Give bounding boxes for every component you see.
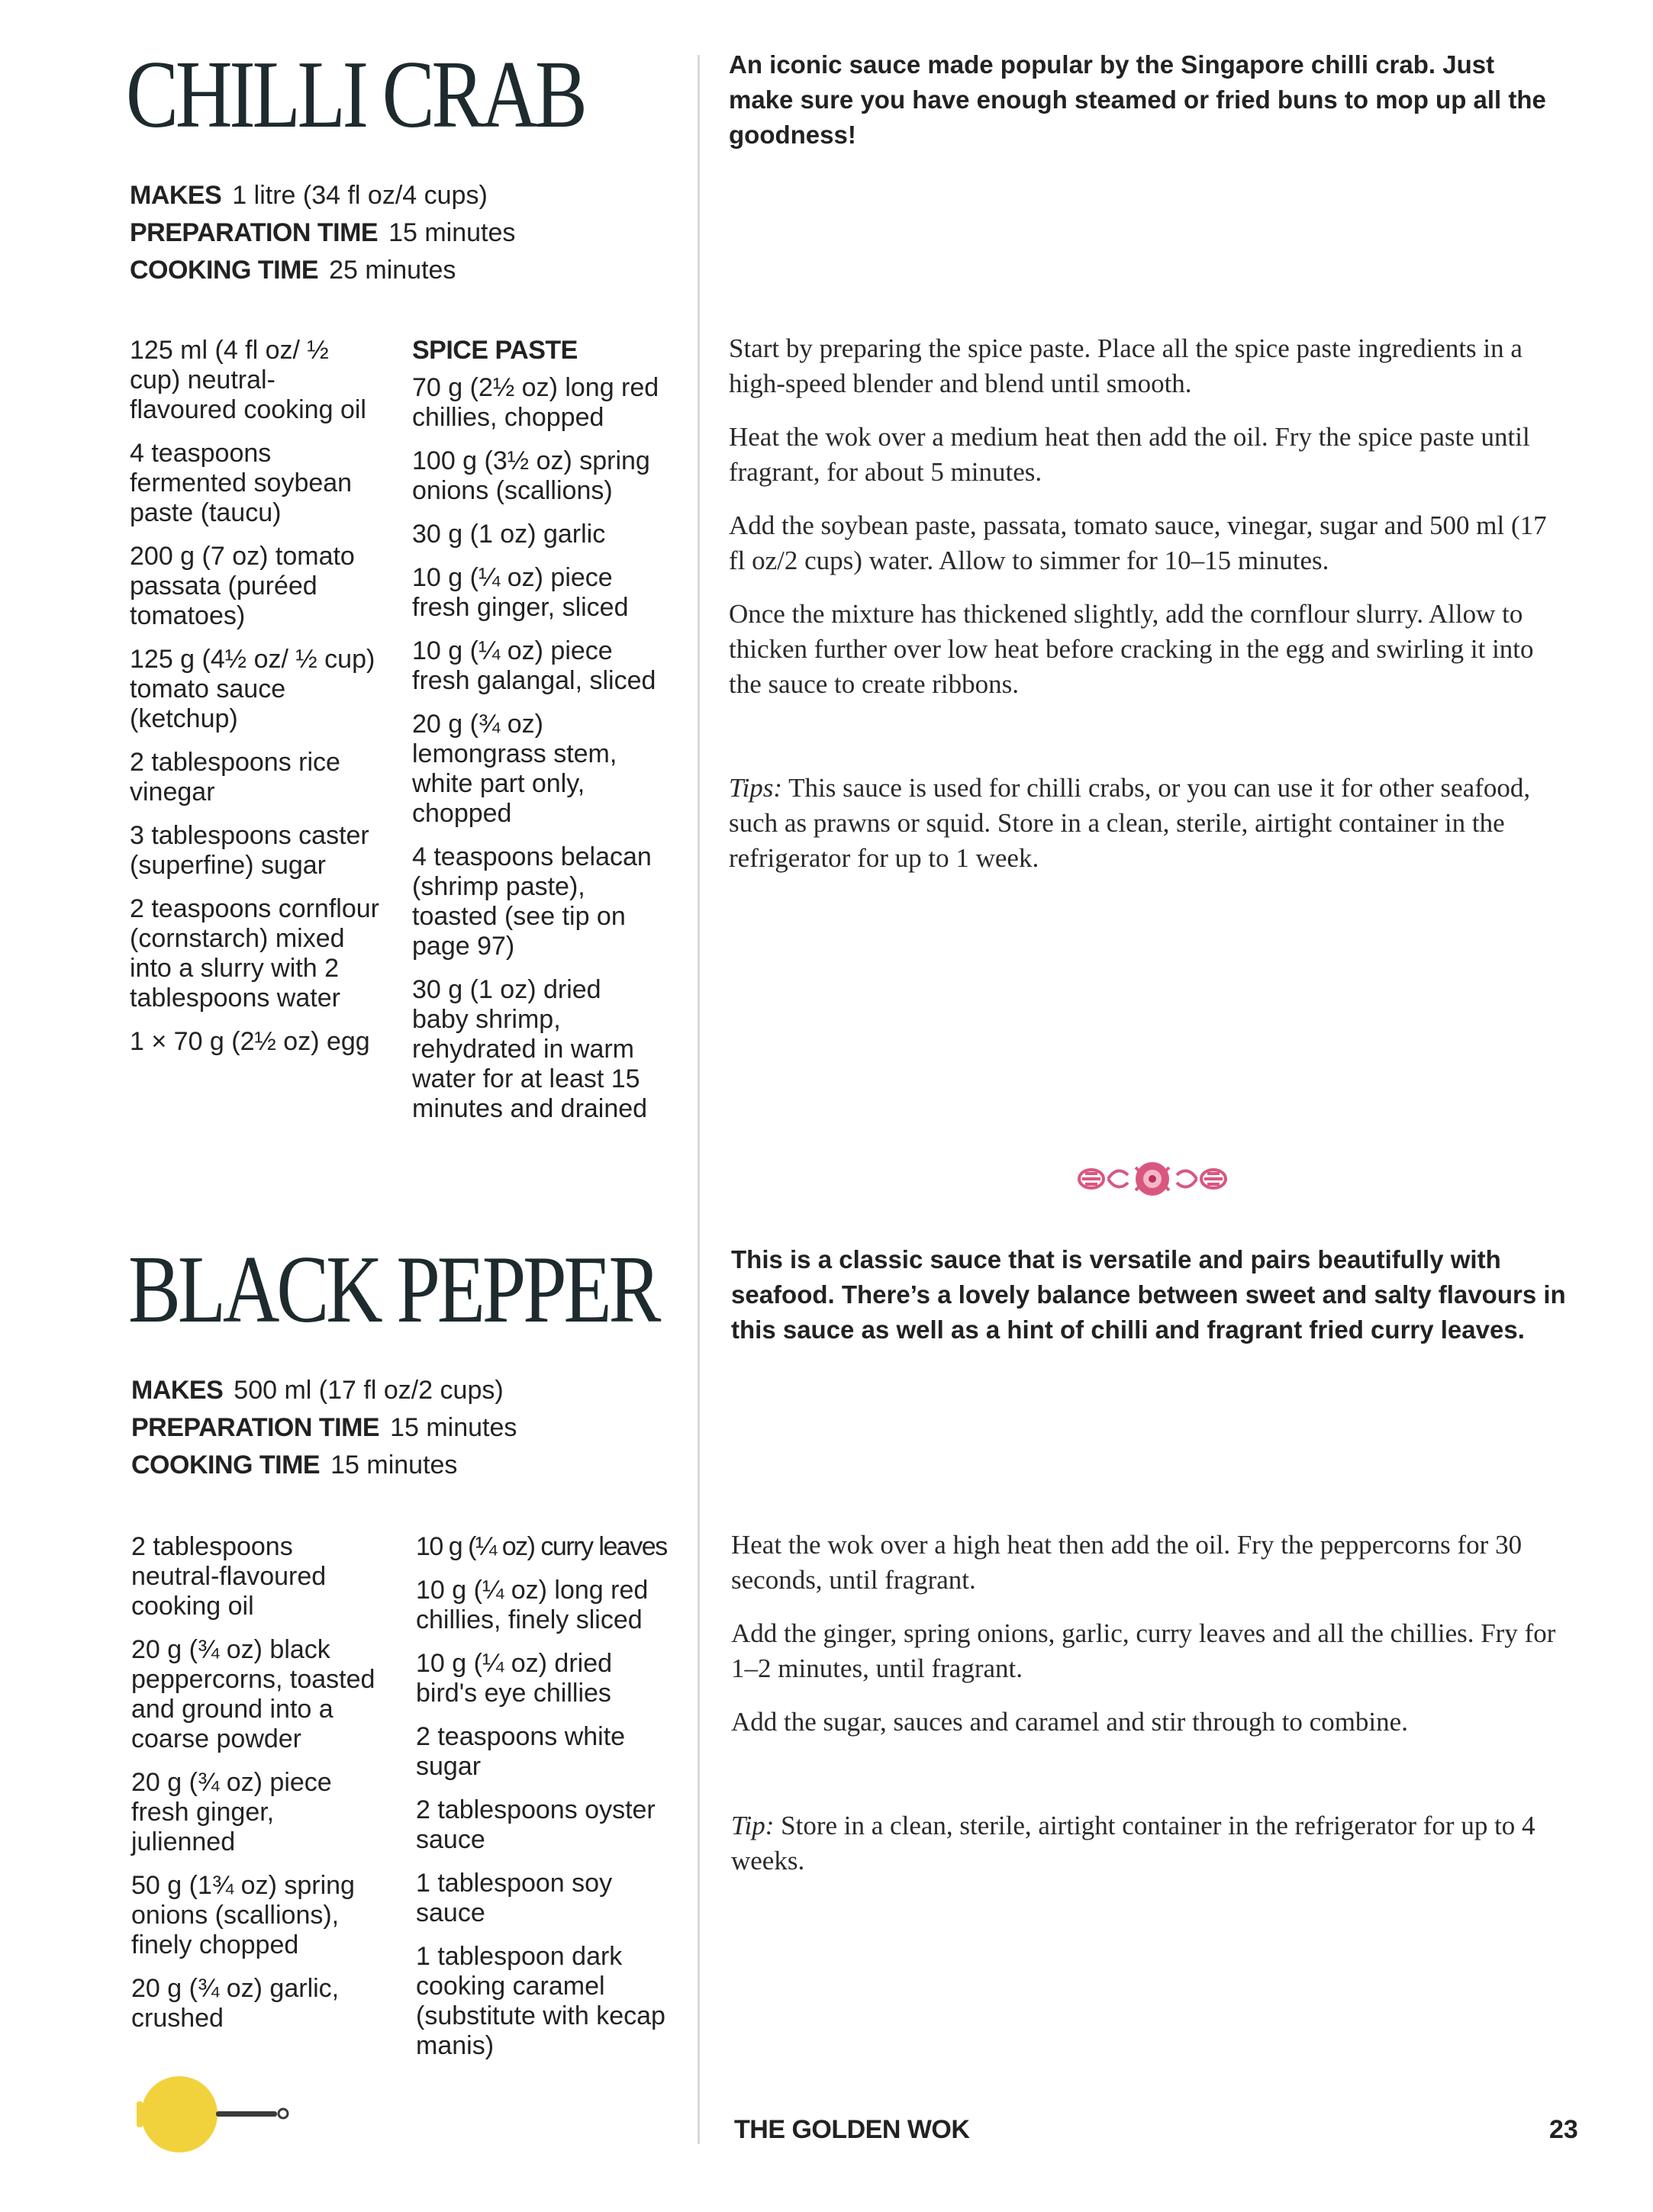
chilli-crab-title: CHILLI CRAB [126, 42, 585, 148]
method-step: Add the ginger, spring onions, garlic, curry leaves and all the chillies. Fry for 1–2 minutes, until fragrant. [731, 1618, 1556, 1683]
makes-label: MAKES [130, 181, 222, 210]
ingredient: 2 teaspoons white sugar [416, 1722, 626, 1781]
prep-value: 15 minutes [388, 218, 516, 247]
spice-paste-heading: SPICE PASTE [412, 336, 578, 365]
tips-text: This sauce is used for chilli crabs, or you can use it for other seafood, such as prawns or squid. Store in a clean, sterile, airtight container in the refrigerator for up to 1 week. [729, 773, 1531, 873]
black-pepper-title: BLACK PEPPER [128, 1237, 659, 1343]
tip-text: Store in a clean, sterile, airtight container in the refrigerator for up to 4 weeks. [731, 1811, 1535, 1876]
makes-label: MAKES [131, 1376, 224, 1405]
ingredient: 70 g (2½ oz) long red chillies, chopped [412, 373, 659, 432]
chilli-crab-ingredients-left [130, 336, 382, 1071]
prep-label: PREPARATION TIME [130, 218, 379, 247]
black-pepper-intro: This is a classic sauce that is versatile and pairs beautifully with seafood. There’s a lovely balance between sweet and salty flavours in this sauce as well as a hint of chilli and fragrant fried curry leaves. [731, 1245, 1566, 1344]
ingredient: 2 teaspoons cornflour (cornstarch) mixed into a slurry with 2 tablespoons water [130, 894, 379, 1013]
book-title: THE GOLDEN WOK [734, 2115, 970, 2144]
ingredient: 3 tablespoons caster (superfine) sugar [130, 821, 369, 880]
ingredient: 20 g (¾ oz) black peppercorns, toasted and ground into a coarse powder [131, 1635, 375, 1753]
method-step: Start by preparing the spice paste. Place all the spice paste ingredients in a high-speed blender and blend until smooth. [729, 333, 1522, 398]
ingredient: 50 g (1¾ oz) spring onions (scallions), finely chopped [131, 1871, 355, 1959]
golden-wok-icon [134, 2074, 301, 2158]
ingredient: 10 g (¼ oz) curry leaves [416, 1532, 667, 1561]
ingredient: 4 teaspoons fermented soybean paste (taucu) [130, 439, 353, 527]
ingredient: 2 tablespoons rice vinegar [130, 748, 340, 807]
ingredient: 4 teaspoons belacan (shrimp paste), toasted (see tip on page 97) [412, 842, 652, 961]
method-step: Add the sugar, sauces and caramel and stir through to combine. [731, 1707, 1408, 1737]
makes-value: 500 ml (17 fl oz/2 cups) [234, 1376, 504, 1405]
black-pepper-tips [731, 1808, 1555, 1879]
ingredient: 30 g (1 oz) dried baby shrimp, rehydrated in warm water for at least 15 minutes and drained [412, 975, 648, 1123]
black-pepper-ingredients-left [131, 1532, 383, 2047]
chilli-crab-ingredients-right [412, 336, 664, 1138]
method-step: Once the mixture has thickened slightly, add the cornflour slurry. Allow to thicken further over low heat before cracking in the egg and swirling it into the sauce to create ribbons. [729, 599, 1534, 699]
chilli-crab-meta [130, 177, 515, 289]
prep-value: 15 minutes [390, 1413, 517, 1442]
black-pepper-meta [131, 1372, 517, 1484]
black-pepper-method [731, 1528, 1571, 1758]
ingredient: 100 g (3½ oz) spring onions (scallions) [412, 446, 650, 505]
tips-label: Tips: [729, 773, 783, 803]
ingredient: 20 g (¾ oz) lemongrass stem, white part only, chopped [412, 710, 617, 828]
cook-label: COOKING TIME [130, 256, 319, 285]
makes-value: 1 litre (34 fl oz/4 cups) [232, 181, 488, 210]
floral-ornament-icon [1068, 1152, 1236, 1206]
cook-value: 15 minutes [330, 1451, 458, 1479]
ingredient: 10 g (¼ oz) dried bird's eye chillies [416, 1649, 613, 1708]
ingredient: 1 tablespoon soy sauce [416, 1869, 613, 1927]
method-step: Heat the wok over a medium heat then add the oil. Fry the spice paste until fragrant, for about 5 minutes. [729, 422, 1530, 487]
prep-label: PREPARATION TIME [131, 1413, 380, 1442]
cook-label: COOKING TIME [131, 1451, 321, 1479]
chilli-crab-tips [729, 771, 1553, 876]
ingredient: 10 g (¼ oz) long red chillies, finely sliced [416, 1576, 649, 1634]
ingredient: 1 × 70 g (2½ oz) egg [130, 1027, 370, 1056]
ingredient: 10 g (¼ oz) piece fresh ginger, sliced [412, 563, 629, 622]
column-divider [698, 55, 700, 2144]
cook-value: 25 minutes [329, 256, 456, 285]
method-step: Add the soybean paste, passata, tomato sauce, vinegar, sugar and 500 ml (17 fl oz/2 cups) water. Allow to simmer for 10–15 minutes. [729, 510, 1547, 575]
ingredient: 125 g (4½ oz/ ½ cup) tomato sauce (ketchup) [130, 645, 375, 733]
ingredient: 2 tablespoons neutral-flavoured cooking oil [131, 1532, 327, 1621]
ingredient: 10 g (¼ oz) piece fresh galangal, sliced [412, 636, 656, 695]
ingredient: 20 g (¾ oz) piece fresh ginger, julienned [131, 1768, 332, 1856]
black-pepper-ingredients-right [416, 1532, 668, 2075]
ingredient: 200 g (7 oz) tomato passata (puréed tomatoes) [130, 542, 355, 630]
ingredient: 20 g (¾ oz) garlic, crushed [131, 1974, 340, 2033]
page-number: 23 [1549, 2115, 1578, 2144]
chilli-crab-intro: An iconic sauce made popular by the Singapore chilli crab. Just make sure you have enough steamed or fried buns to mop up all the goodness! [729, 50, 1546, 149]
tip-label: Tip: [731, 1811, 775, 1840]
ingredient: 30 g (1 oz) garlic [412, 520, 606, 549]
ingredient: 1 tablespoon dark cooking caramel (substitute with kecap manis) [416, 1942, 665, 2060]
ingredient: 2 tablespoons oyster sauce [416, 1795, 656, 1854]
chilli-crab-method [729, 331, 1568, 720]
method-step: Heat the wok over a high heat then add the oil. Fry the peppercorns for 30 seconds, until fragrant. [731, 1530, 1522, 1595]
ingredient: 125 ml (4 fl oz/ ½ cup) neutral-flavoured cooking oil [130, 336, 366, 424]
